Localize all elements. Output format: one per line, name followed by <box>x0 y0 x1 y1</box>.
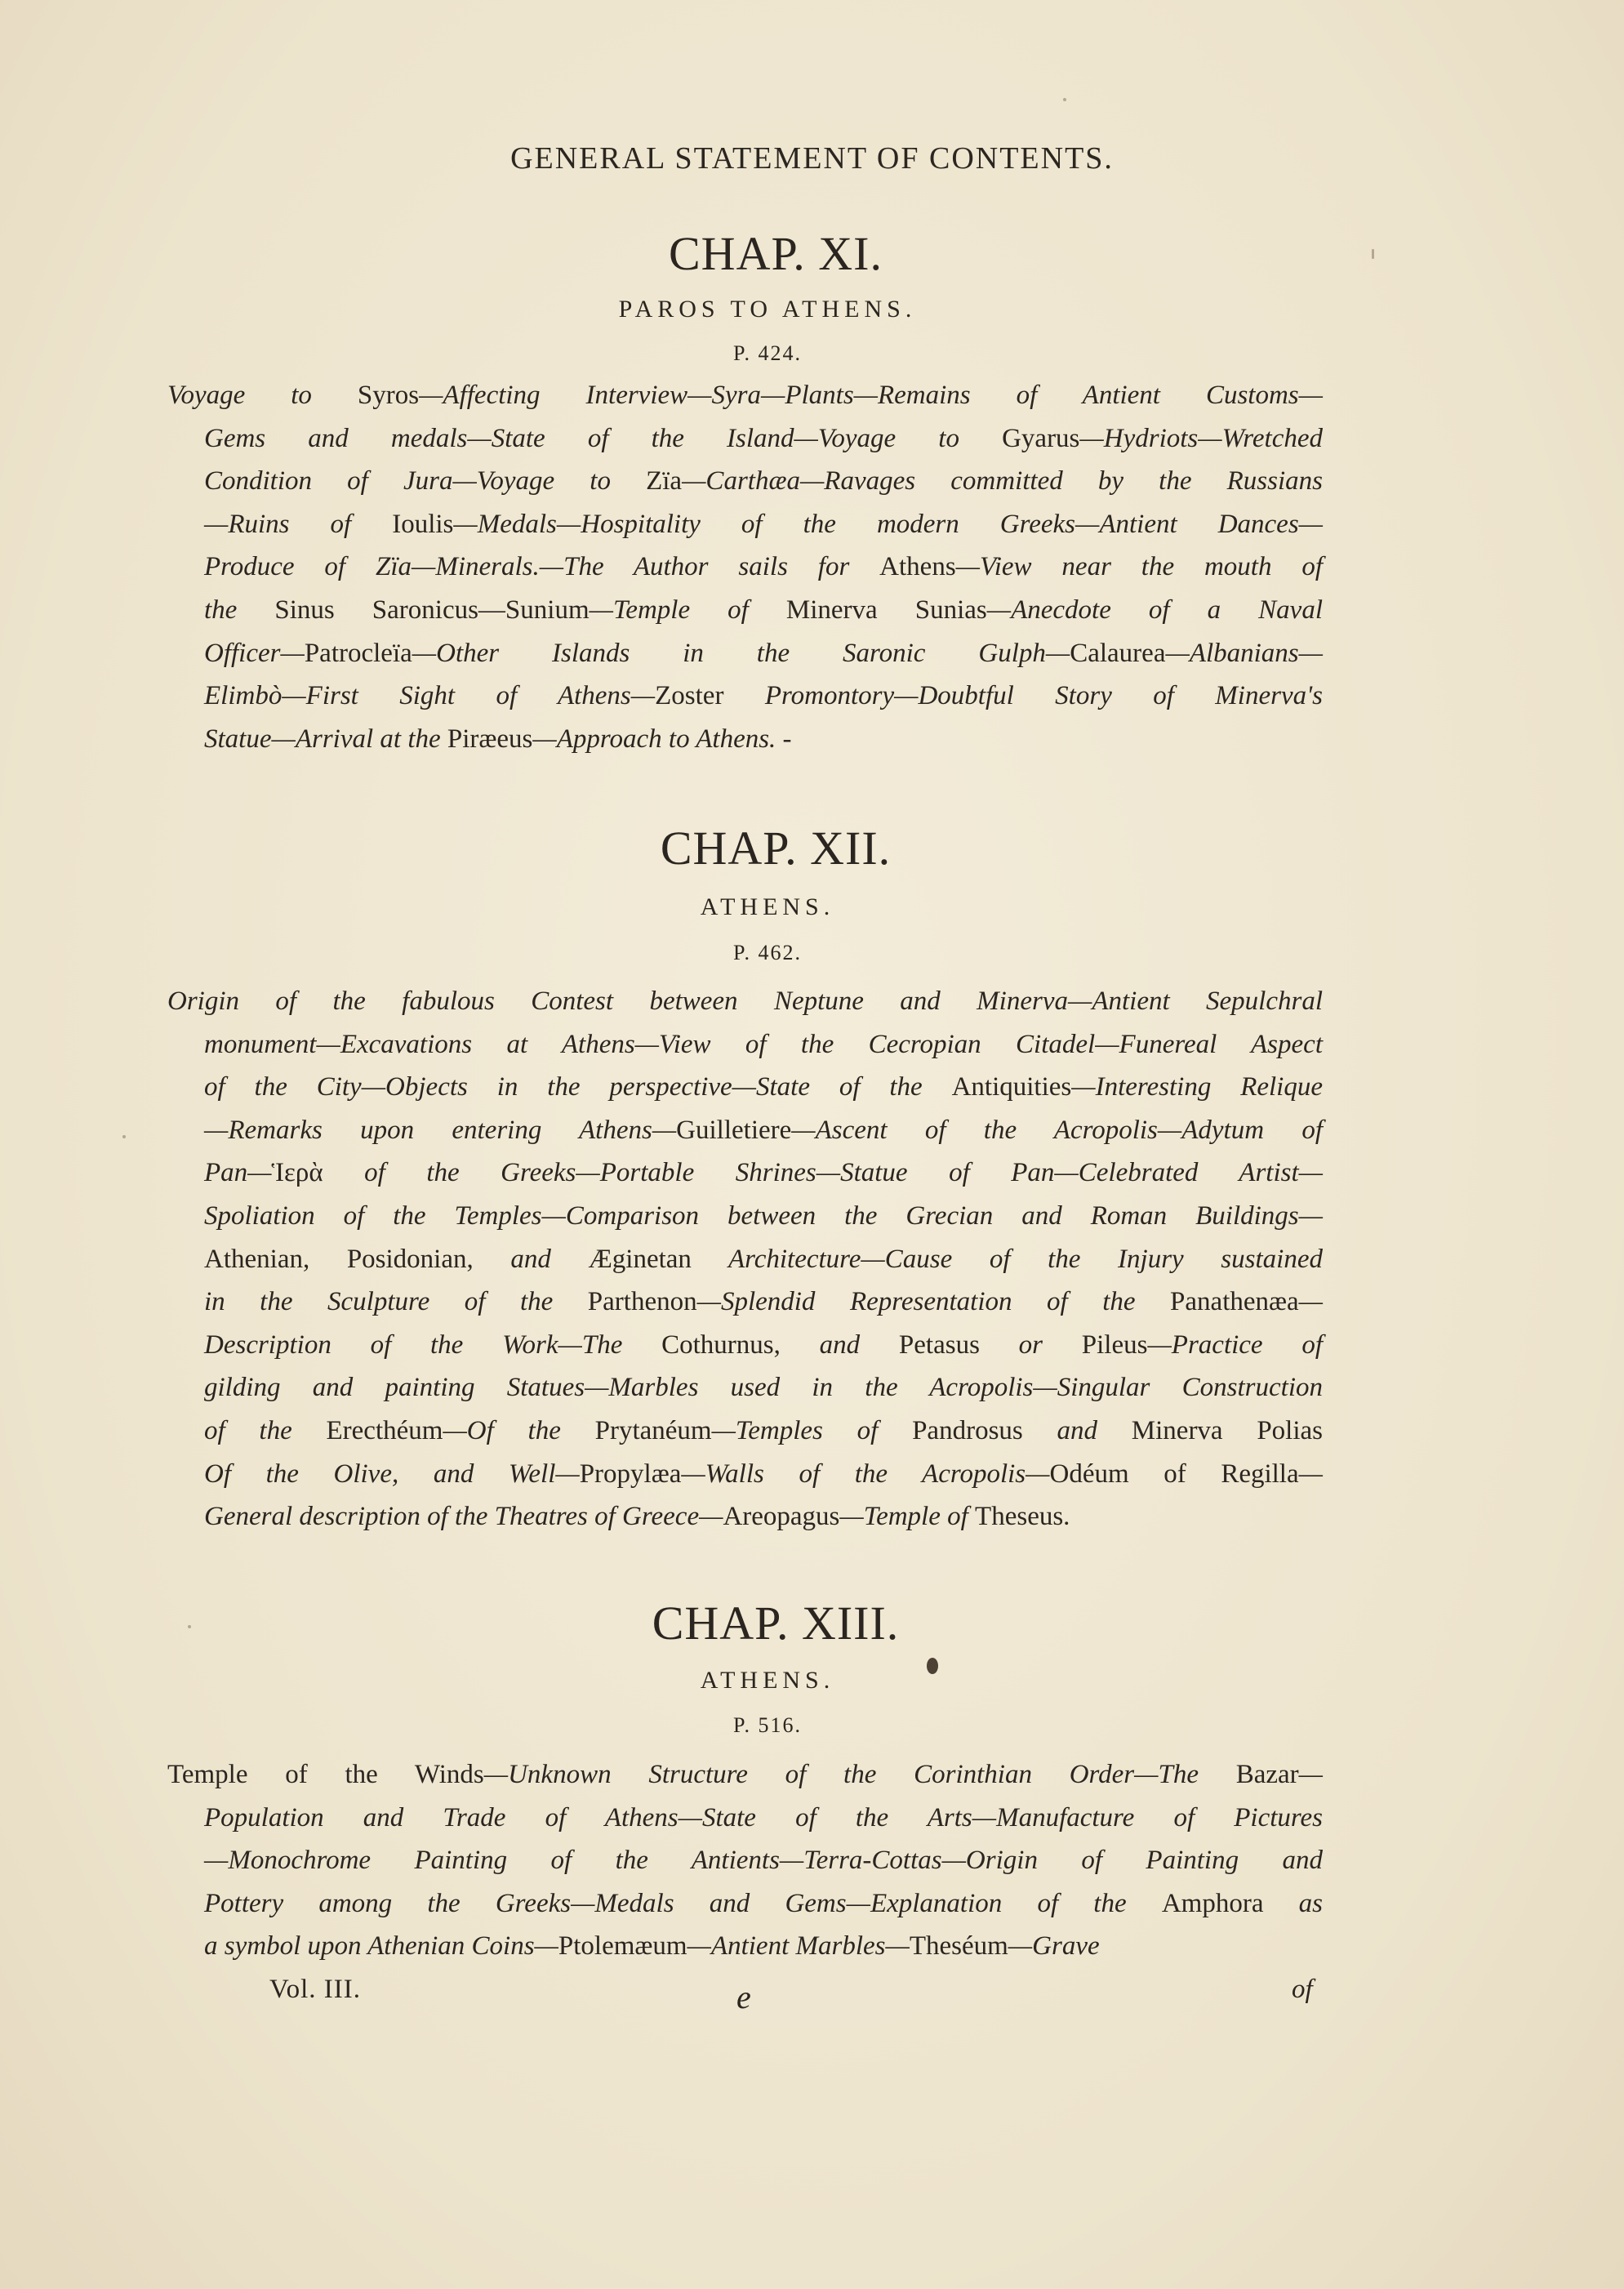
italic-text: —Albanians— <box>1165 638 1323 668</box>
italic-text: Officer— <box>204 638 305 668</box>
paper-speck <box>1372 249 1374 259</box>
italic-text: and <box>1022 1415 1132 1445</box>
roman-text: Ἱερὰ <box>271 1158 323 1188</box>
chapter-12-summary <box>167 980 1323 1539</box>
italic-text: Origin of the fabulous Contest between Neptune and Minerva—Antient Sepulchral <box>167 986 1323 1016</box>
summary-line <box>167 417 1323 461</box>
italic-text: —Grave <box>1008 1931 1100 1962</box>
roman-text: Amphora <box>1161 1888 1264 1918</box>
paper-speck <box>1063 98 1066 101</box>
chapter-11-page: P. 424. <box>732 341 803 365</box>
italic-text: Population and Trade of Athens—State of the Arts—Manufacture of Pictures <box>204 1802 1323 1833</box>
roman-text: Calaurea <box>1070 638 1166 668</box>
italic-text: — <box>1298 1287 1324 1317</box>
summary-line <box>167 460 1323 503</box>
italic-text: Promontory—Doubtful Story of Minerva's <box>723 681 1323 711</box>
paper-speck <box>122 1135 126 1138</box>
ink-blot <box>927 1658 938 1674</box>
roman-text: Guilletiere <box>676 1115 792 1145</box>
summary-line <box>167 1023 1323 1067</box>
summary-line <box>167 1409 1323 1453</box>
roman-text: Syros <box>357 381 420 410</box>
summary-line <box>167 1238 1323 1281</box>
italic-text: a symbol upon Athenian Coins— <box>204 1931 558 1962</box>
italic-text: of the City—Objects in the perspective—State of the <box>204 1072 952 1102</box>
roman-text: Ptolemæum <box>558 1931 687 1962</box>
italic-text: of the Greeks—Portable Shrines—Statue of Pan—Celebrated Artist— <box>323 1158 1323 1188</box>
chapter-13-place: ATHENS. <box>700 1667 835 1694</box>
chapter-11-summary <box>167 374 1323 760</box>
italic-text: and <box>780 1329 899 1360</box>
signature-mark: e <box>736 1979 751 2015</box>
italic-text: —Other Islands in the Saronic Gulph— <box>412 638 1070 668</box>
summary-line <box>167 1109 1323 1152</box>
roman-text: Temple of the Winds <box>167 1760 484 1789</box>
summary-line <box>167 1925 1323 1968</box>
italic-text: Elimbò—First Sight of Athens— <box>204 681 656 711</box>
chapter-12-title: CHAP. XII. <box>660 822 892 875</box>
italic-text: —Practice of <box>1147 1329 1323 1360</box>
roman-text: Odéum of Regilla <box>1049 1458 1299 1489</box>
italic-text: —Affecting Interview—Syra—Plants—Remains of Antient Customs— <box>419 381 1323 410</box>
summary-line <box>167 1280 1323 1324</box>
italic-text: —View near the mouth of <box>955 552 1323 582</box>
roman-text: Piræeus <box>447 724 533 754</box>
italic-text: —Temple of <box>589 595 786 625</box>
italic-text: Pan— <box>204 1158 272 1188</box>
italic-text: Of the Olive, and Well— <box>204 1458 580 1489</box>
chapter-13-summary <box>167 1753 1323 1968</box>
roman-text: Zïa <box>646 466 683 497</box>
summary-line <box>167 1797 1323 1840</box>
italic-text: —Temples of <box>711 1415 913 1445</box>
italic-text: — <box>1298 1458 1323 1489</box>
page-header: GENERAL STATEMENT OF CONTENTS. <box>510 141 1114 176</box>
italic-text: General description of the Theatres of Greece— <box>204 1502 723 1532</box>
roman-text: Bazar <box>1235 1760 1299 1789</box>
chapter-13-page: P. 516. <box>732 1713 803 1737</box>
italic-text: —Splendid Representation of the <box>696 1287 1171 1317</box>
italic-text: the <box>204 595 275 625</box>
volume-label: Vol. III. <box>269 1975 361 2004</box>
roman-text: Theséum <box>909 1931 1008 1962</box>
italic-text: of the <box>204 1415 327 1445</box>
roman-text: Gyarus <box>1002 423 1080 453</box>
summary-line <box>167 503 1323 546</box>
italic-text: and <box>473 1244 589 1274</box>
italic-text: —Interesting Relique <box>1071 1072 1323 1102</box>
italic-text: —Anecdote of a Naval <box>986 595 1323 625</box>
italic-text: —Of the <box>443 1415 595 1445</box>
roman-text: Pileus <box>1081 1329 1148 1360</box>
paper-speck <box>188 1625 191 1628</box>
italic-text: monument—Excavations at Athens—View of the Cecropian Citadel—Funereal Aspect <box>204 1029 1323 1059</box>
roman-text: Æginetan <box>588 1244 692 1274</box>
italic-text: Produce of Zïa—Minerals.—The Author sails for <box>204 552 880 582</box>
page-footer <box>0 1975 1624 2024</box>
italic-text: —Ascent of the Acropolis—Adytum of <box>791 1115 1323 1145</box>
roman-text: Petasus <box>898 1329 980 1360</box>
roman-text: Patrocleïa <box>304 638 412 668</box>
summary-line <box>167 1151 1323 1195</box>
summary-line <box>167 589 1323 632</box>
italic-text: Gems and medals—State of the Island—Voyage to <box>204 423 1003 453</box>
italic-text: Spoliation of the Temples—Comparison between the Grecian and Roman Buildings— <box>204 1200 1323 1231</box>
italic-text: Voyage to <box>167 381 358 410</box>
italic-text: —Antient Marbles— <box>687 1931 910 1962</box>
roman-text: Panathenæa <box>1170 1287 1299 1317</box>
italic-text: Condition of Jura—Voyage to <box>204 466 647 497</box>
catchword: of <box>1292 1975 1313 2004</box>
italic-text: as <box>1263 1888 1324 1918</box>
roman-text: Theseus. <box>975 1502 1070 1532</box>
italic-text: Description of the Work—The <box>204 1329 662 1360</box>
italic-text: —Hydriots—Wretched <box>1079 423 1323 453</box>
italic-text: Architecture—Cause of the Injury sustained <box>691 1244 1323 1274</box>
italic-text: gilding and painting Statues—Marbles used in the Acropolis—Singular Construction <box>204 1373 1323 1403</box>
roman-text: Areopagus <box>723 1502 840 1532</box>
roman-text: Antiquities <box>951 1072 1072 1102</box>
italic-text: —Ruins of <box>204 509 393 539</box>
italic-text: —Medals—Hospitality of the modern Greeks—Antient Dances— <box>453 509 1324 539</box>
roman-text: Cothurnus, <box>661 1329 781 1360</box>
roman-text: Ioulis <box>392 509 454 539</box>
roman-text: Pandrosus <box>912 1415 1023 1445</box>
italic-text: —Remarks upon entering Athens— <box>204 1115 677 1145</box>
chapter-12-place: ATHENS. <box>700 893 835 920</box>
summary-line <box>167 1495 1323 1539</box>
summary-line <box>167 1753 1323 1797</box>
summary-line <box>167 1453 1323 1496</box>
roman-text: Parthenon <box>587 1287 697 1317</box>
roman-text: Erecthéum <box>326 1415 443 1445</box>
roman-text: Minerva Polias <box>1131 1415 1324 1445</box>
roman-text: Athenian, Posidonian, <box>204 1244 474 1274</box>
roman-text: Sinus Saronicus—Sunium <box>274 595 590 625</box>
italic-text: in the Sculpture of the <box>204 1287 588 1317</box>
italic-text: or <box>979 1329 1082 1360</box>
summary-line <box>167 718 1323 761</box>
italic-text: —Walls of the Acropolis— <box>681 1458 1050 1489</box>
summary-line <box>167 632 1323 675</box>
summary-line <box>167 1882 1323 1926</box>
chapter-11-title: CHAP. XI. <box>669 227 883 280</box>
summary-line <box>167 1366 1323 1409</box>
roman-text: Zoster <box>655 681 724 711</box>
summary-line <box>167 675 1323 718</box>
roman-text: Propylæa <box>579 1458 682 1489</box>
summary-line <box>167 1324 1323 1367</box>
chapter-12-page: P. 462. <box>732 941 803 964</box>
italic-text: —Monochrome Painting of the Antients—Terra-Cottas—Origin of Painting and <box>204 1846 1323 1876</box>
italic-text: Pottery among the Greeks—Medals and Gems—Explanation of the <box>204 1888 1162 1918</box>
italic-text: —Temple of <box>839 1502 976 1532</box>
roman-text: Prytanéum <box>594 1415 712 1445</box>
summary-line <box>167 374 1323 417</box>
italic-text: —Unknown Structure of the Corinthian Order—The <box>483 1760 1236 1789</box>
roman-text: Minerva Sunias <box>785 595 987 625</box>
summary-line <box>167 980 1323 1023</box>
italic-text: —Carthæa—Ravages committed by the Russians <box>682 466 1323 497</box>
chapter-11-place: PAROS TO ATHENS. <box>618 296 917 323</box>
summary-line <box>167 1195 1323 1238</box>
italic-text: Statue—Arrival at the <box>204 724 447 754</box>
summary-line <box>167 1066 1323 1109</box>
roman-text: Athens <box>879 552 956 582</box>
chapter-13-title: CHAP. XIII. <box>652 1597 900 1650</box>
summary-line <box>167 1839 1323 1882</box>
summary-line <box>167 546 1323 589</box>
italic-text: —Approach to Athens. - <box>532 724 792 754</box>
italic-text: — <box>1298 1760 1324 1789</box>
